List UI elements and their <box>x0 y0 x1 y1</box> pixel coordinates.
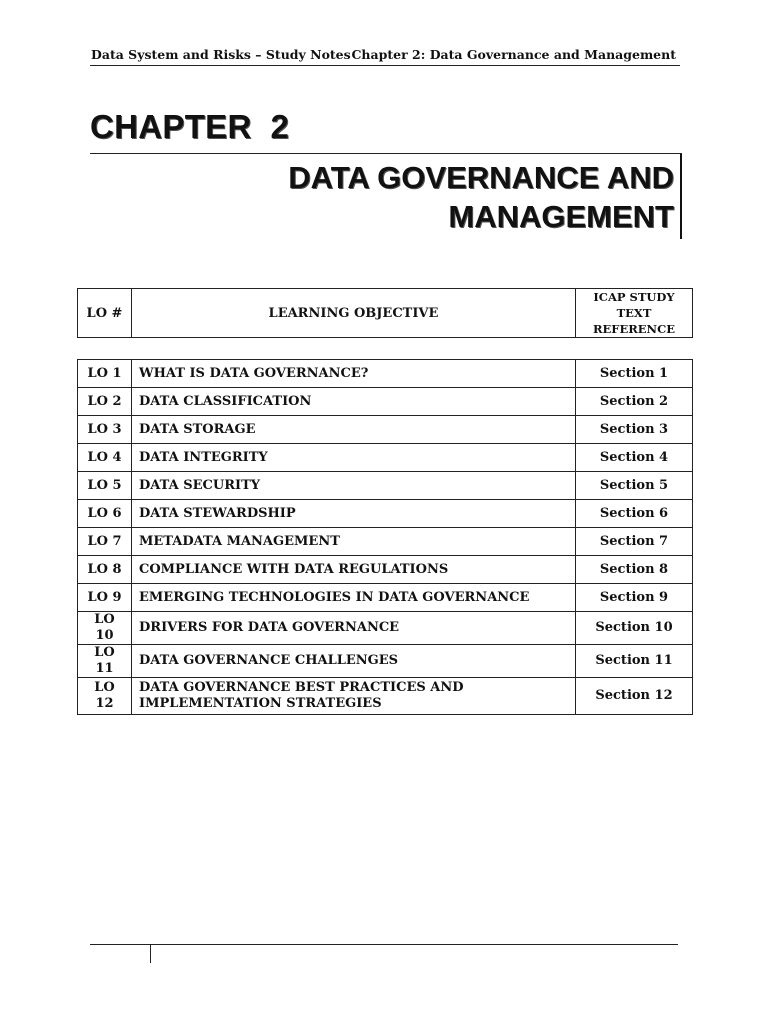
lo-number: LO 1 <box>78 360 132 388</box>
table-row <box>78 388 693 416</box>
table-row <box>78 584 693 612</box>
footer-divider <box>90 944 678 945</box>
header-text-reference <box>576 289 693 338</box>
text-reference: Section 9 <box>576 584 693 612</box>
text-reference: Section 1 <box>576 360 693 388</box>
table-row <box>78 472 693 500</box>
learning-objective: DATA STEWARDSHIP <box>132 500 576 528</box>
text-reference: Section 12 <box>576 678 693 715</box>
header-row <box>78 289 693 338</box>
lo-number: LO 9 <box>78 584 132 612</box>
lo-number: LO 6 <box>78 500 132 528</box>
chapter-title-line-1: DATA GOVERNANCE AND <box>288 160 674 195</box>
chapter-divider <box>90 153 682 154</box>
text-reference: Section 2 <box>576 388 693 416</box>
learning-objective: DATA INTEGRITY <box>132 444 576 472</box>
running-header-right: Chapter 2: Data Governance and Management <box>351 47 676 62</box>
table-row <box>78 416 693 444</box>
learning-objective: DATA SECURITY <box>132 472 576 500</box>
header-text-reference-line-1: ICAP STUDY <box>593 290 675 304</box>
lo-number: LO 12 <box>78 678 132 715</box>
header-divider <box>90 65 680 66</box>
learning-objective: EMERGING TECHNOLOGIES IN DATA GOVERNANCE <box>132 584 576 612</box>
objectives-header-table <box>77 288 693 338</box>
header-text-reference-line-2: TEXT REFERENCE <box>592 306 675 336</box>
table-row <box>78 444 693 472</box>
learning-objective: DRIVERS FOR DATA GOVERNANCE <box>132 612 576 645</box>
learning-objective: DATA GOVERNANCE BEST PRACTICES AND IMPLEMENTATION STRATEGIES <box>132 678 576 715</box>
lo-number: LO 3 <box>78 416 132 444</box>
learning-objective: DATA CLASSIFICATION <box>132 388 576 416</box>
header-learning-objective: LEARNING OBJECTIVE <box>132 289 576 338</box>
lo-number: LO 2 <box>78 388 132 416</box>
learning-objective: WHAT IS DATA GOVERNANCE? <box>132 360 576 388</box>
objectives-table <box>77 359 693 715</box>
lo-number: LO 8 <box>78 556 132 584</box>
table-row <box>78 556 693 584</box>
objectives-table-body <box>78 360 693 715</box>
table-row <box>78 500 693 528</box>
table-row <box>78 528 693 556</box>
chapter-title-line-2: MANAGEMENT <box>448 199 674 234</box>
learning-objective: DATA STORAGE <box>132 416 576 444</box>
learning-objective: DATA GOVERNANCE CHALLENGES <box>132 645 576 678</box>
table-row <box>78 645 693 678</box>
running-header-left: Data System and Risks – Study Notes <box>91 47 351 62</box>
table-row <box>78 678 693 715</box>
table-row <box>78 612 693 645</box>
lo-number: LO 7 <box>78 528 132 556</box>
footer-tick <box>150 944 151 963</box>
learning-objective: METADATA MANAGEMENT <box>132 528 576 556</box>
lo-number: LO 5 <box>78 472 132 500</box>
header-lo-number: LO # <box>78 289 132 338</box>
text-reference: Section 5 <box>576 472 693 500</box>
text-reference: Section 11 <box>576 645 693 678</box>
learning-objective: COMPLIANCE WITH DATA REGULATIONS <box>132 556 576 584</box>
text-reference: Section 4 <box>576 444 693 472</box>
table-row <box>78 360 693 388</box>
text-reference: Section 8 <box>576 556 693 584</box>
text-reference: Section 7 <box>576 528 693 556</box>
chapter-title <box>288 158 674 236</box>
text-reference: Section 6 <box>576 500 693 528</box>
lo-number: LO 4 <box>78 444 132 472</box>
lo-number: LO 11 <box>78 645 132 678</box>
text-reference: Section 10 <box>576 612 693 645</box>
text-reference: Section 3 <box>576 416 693 444</box>
lo-number: LO 10 <box>78 612 132 645</box>
chapter-label: CHAPTER 2 <box>90 108 290 145</box>
title-vertical-bar <box>680 154 682 239</box>
